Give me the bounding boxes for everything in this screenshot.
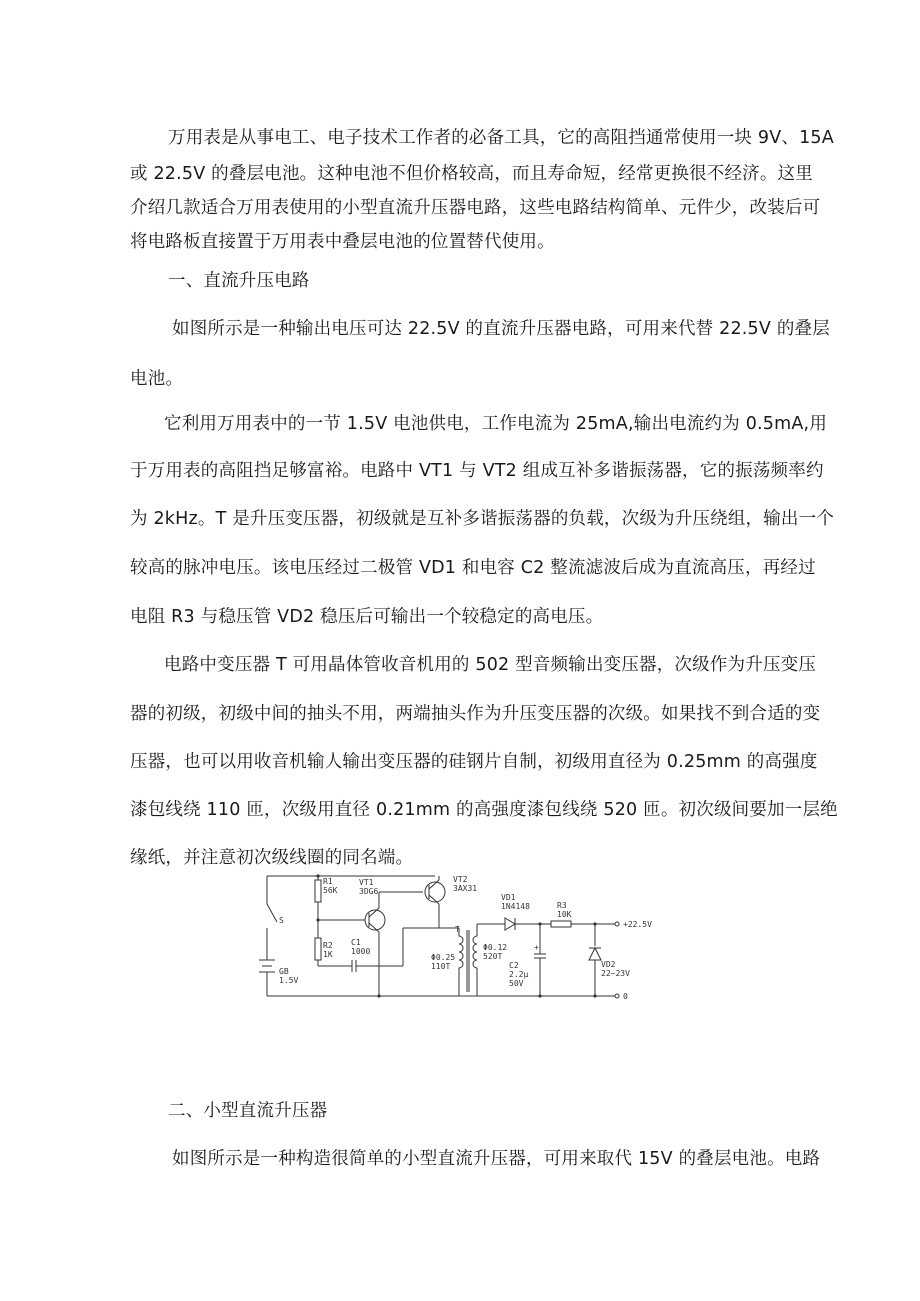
- label-c2-voltage: 50V: [509, 979, 524, 988]
- text-line: 为 2kHz。T 是升压变压器，初级就是互补多谐振荡器的负载，次级为升压绕组，输出一个: [130, 509, 835, 529]
- text-line: 介绍几款适合万用表使用的小型直流升压器电路，这些电路结构简单、元件少，改装后可: [130, 198, 821, 218]
- text-line: 如图所示是一种输出电压可达 22.5V 的直流升压器电路，可用来代替 22.5V 的叠层: [172, 319, 830, 339]
- label-vt2: VT2: [453, 875, 468, 884]
- circuit-diagram: [255, 868, 670, 1003]
- label-c2-value: 2.2μ: [509, 970, 529, 979]
- text-line: 于万用表的高阻挡足够富裕。电路中 VT1 与 VT2 组成互补多谐振荡器，它的振荡频率约: [130, 461, 824, 481]
- label-vd2: VD2: [601, 960, 616, 969]
- text-line: 将电路板直接置于万用表中叠层电池的位置替代使用。: [130, 232, 555, 252]
- label-primary-turns: 110T: [431, 962, 451, 971]
- label-r1-value: 56K: [323, 886, 338, 895]
- text-line: 电阻 R3 与稳压管 VD2 稳压后可输出一个较稳定的高电压。: [130, 607, 604, 627]
- label-out-ground: 0: [623, 992, 628, 1001]
- text-line: 电路中变压器 T 可用晶体管收音机用的 502 型音频输出变压器，次级作为升压变压: [164, 655, 817, 675]
- label-c2-polarity: +: [534, 943, 539, 952]
- label-c2: C2: [509, 961, 519, 970]
- label-battery-value: 1.5V: [279, 976, 299, 985]
- text-line: 器的初级，初级中间的抽头不用，两端抽头作为升压变压器的次级。如果找不到合适的变: [130, 704, 821, 724]
- section-heading-1: 一、直流升压电路: [168, 271, 310, 291]
- label-vd1-value: 1N4148: [501, 902, 530, 911]
- text-line: 或 22.5V 的叠层电池。这种电池不但价格较高，而且寿命短，经常更换很不经济。这里: [130, 164, 813, 184]
- label-primary-wire: Φ0.25: [431, 953, 456, 962]
- label-c1-value: 1000: [351, 947, 371, 956]
- label-vt1-value: 3DG6: [359, 887, 379, 896]
- section-heading-2: 二、小型直流升压器: [168, 1101, 328, 1121]
- text-line: 电池。: [130, 369, 184, 389]
- label-secondary-wire: Φ0.12: [483, 943, 508, 952]
- label-r3: R3: [557, 901, 567, 910]
- text-line: 压器，也可以用收音机输人输出变压器的硅钢片自制，初级用直径为 0.25mm 的高强度: [130, 752, 818, 772]
- label-battery: GB: [279, 967, 289, 976]
- label-r2-value: 1K: [323, 950, 333, 959]
- text-line: 如图所示是一种构造很简单的小型直流升压器，可用来取代 15V 的叠层电池。电路: [172, 1149, 821, 1169]
- label-r2: R2: [323, 941, 333, 950]
- text-line: 万用表是从事电工、电子技术工作者的必备工具，它的高阻挡通常使用一块 9V、15A: [168, 128, 834, 148]
- label-c1: C1: [351, 938, 361, 947]
- text-line: 漆包线绕 110 匝，次级用直径 0.21mm 的高强度漆包线绕 520 匝。初次级间要加一层绝: [130, 800, 838, 820]
- label-vt1: VT1: [359, 878, 374, 887]
- label-vt2-value: 3AX31: [453, 884, 478, 893]
- text-line: 较高的脉冲电压。该电压经过二极管 VD1 和电容 C2 整流滤波后成为直流高压，再经过: [130, 558, 816, 578]
- label-vd1: VD1: [501, 893, 516, 902]
- label-secondary-turns: 520T: [483, 952, 503, 961]
- label-transformer: T: [455, 925, 460, 934]
- label-r3-value: 10K: [557, 910, 572, 919]
- text-line: 缘纸，并注意初次级线圈的同名端。: [130, 848, 414, 868]
- label-out-positive: +22.5V: [623, 920, 652, 929]
- label-switch: S: [279, 916, 284, 925]
- label-vd2-value: 22~23V: [601, 969, 630, 978]
- text-line: 它利用万用表中的一节 1.5V 电池供电，工作电流为 25mA,输出电流约为 0.5mA,用: [164, 414, 828, 434]
- label-r1: R1: [323, 877, 333, 886]
